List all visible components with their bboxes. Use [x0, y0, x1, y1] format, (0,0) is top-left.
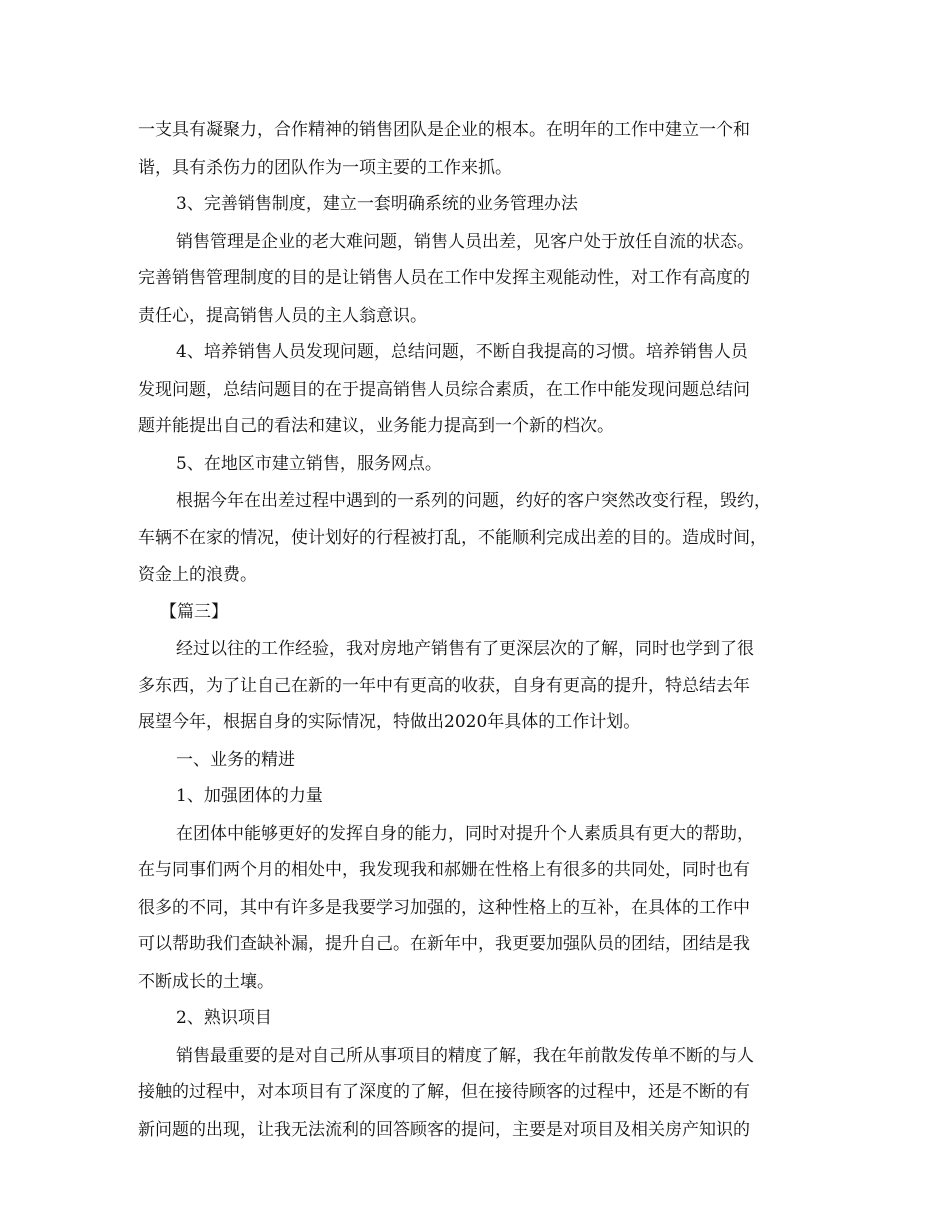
body-text-line: 资金上的浪费。: [138, 565, 257, 585]
body-text-line: 经过以往的工作经验，我对房地产销售有了更深层次的了解，同时也学到了很: [176, 639, 754, 659]
section-heading: 2、熟识项目: [176, 1008, 272, 1028]
section-heading: 一、业务的精进: [176, 750, 295, 770]
body-text-line: 可以帮助我们查缺补漏，提升自己。在新年中，我更要加强队员的团结，团结是我: [138, 934, 750, 954]
body-text-line: 发现问题，总结问题目的在于提高销售人员综合素质，在工作中能发现问题总结问: [138, 380, 750, 400]
body-text-line: 车辆不在家的情况，使计划好的行程被打乱，不能顺利完成出差的目的。造成时间，: [138, 528, 767, 548]
section-heading: 3、完善销售制度，建立一套明确系统的业务管理办法: [176, 194, 578, 214]
body-text-line: 一支具有凝聚力，合作精神的销售团队是企业的根本。在明年的工作中建立一个和: [138, 120, 750, 140]
body-text-line: 谐，具有杀伤力的团队作为一项主要的工作来抓。: [138, 158, 512, 178]
body-text-line: 展望今年，根据自身的实际情况，特做出2020年具体的工作计划。: [138, 712, 641, 732]
body-text-line: 题并能提出自己的看法和建议，业务能力提高到一个新的档次。: [138, 416, 614, 436]
body-text-line: 很多的不同，其中有许多是我要学习加强的，这种性格上的互补，在具体的工作中: [138, 898, 750, 918]
body-text-line: 在与同事们两个月的相处中，我发现我和郝姗在性格上有很多的共同处，同时也有: [138, 860, 750, 880]
body-text-line: 销售最重要的是对自己所从事项目的精度了解，我在年前散发传单不断的与人: [176, 1046, 754, 1066]
body-text-line: 在团体中能够更好的发挥自身的能力，同时对提升个人素质具有更大的帮助，: [176, 824, 754, 844]
section-heading: 5、在地区市建立销售，服务网点。: [176, 454, 442, 474]
body-text-line: 销售管理是企业的老大难问题，销售人员出差，见客户处于放任自流的状态。: [176, 232, 754, 252]
body-text-line: 不断成长的土壤。: [138, 972, 274, 992]
body-text-line: 新问题的出现，让我无法流利的回答顾客的提问，主要是对项目及相关房产知识的: [138, 1120, 750, 1140]
body-text-line: 多东西，为了让自己在新的一年中有更高的收获，自身有更高的提升，特总结去年: [138, 676, 750, 696]
body-text-line: 接触的过程中，对本项目有了深度的了解，但在接待顾客的过程中，还是不断的有: [138, 1082, 750, 1102]
part-heading: 【篇三】: [160, 602, 228, 622]
body-text-line: 责任心，提高销售人员的主人翁意识。: [138, 306, 427, 326]
body-text-line: 根据今年在出差过程中遇到的一系列的问题，约好的客户突然改变行程，毁约，: [176, 491, 771, 511]
section-heading: 4、培养销售人员发现问题，总结问题，不断自我提高的习惯。培养销售人员: [176, 342, 748, 362]
section-heading: 1、加强团体的力量: [176, 786, 323, 806]
body-text-line: 完善销售管理制度的目的是让销售人员在工作中发挥主观能动性，对工作有高度的: [138, 268, 750, 288]
